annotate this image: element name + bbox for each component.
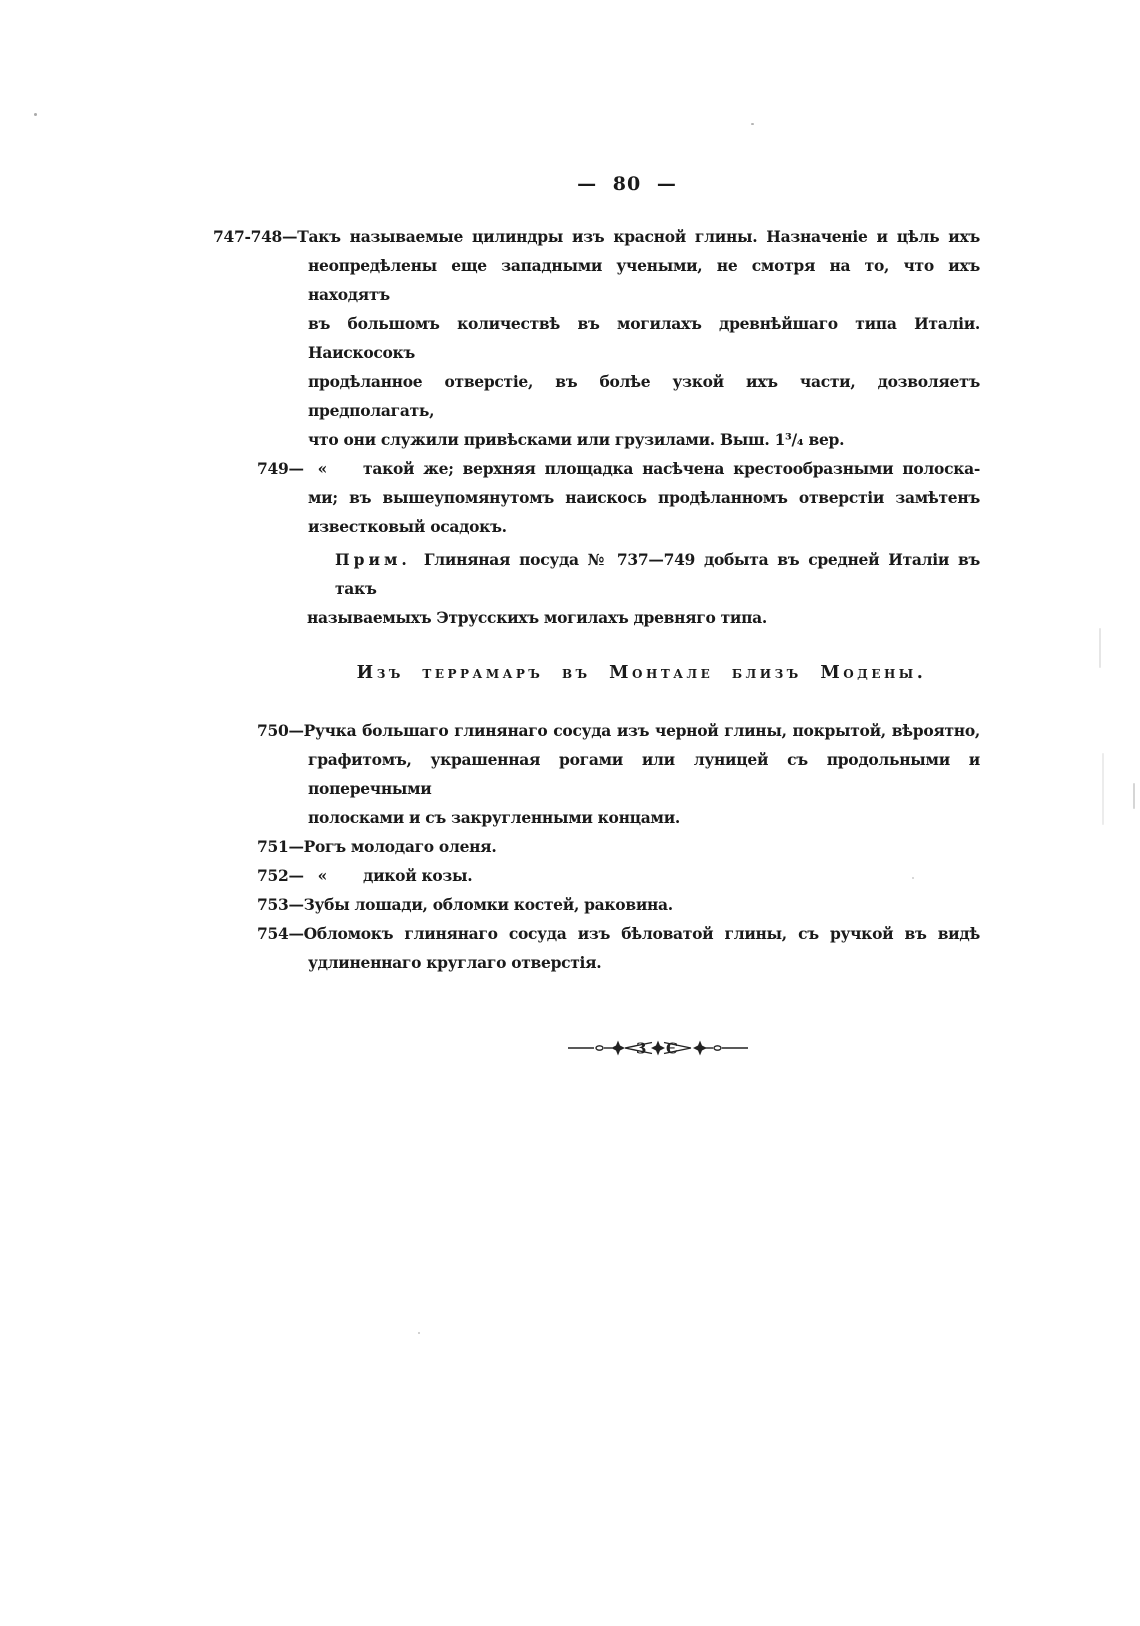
text-line (257, 890, 980, 919)
entry-text: Обломокъ глинянаго сосуда изъ бѣловатой глины, съ ручкой въ видѣ (303, 924, 980, 943)
entry-number: 747-748— (213, 227, 298, 246)
text-line: продѣланное отверстіе, въ болѣе узкой ихъ части, дозволяетъ предполагать, (308, 372, 980, 420)
text-line: неопредѣлены еще западными учеными, не смотря на то, что ихъ находятъ (308, 256, 980, 304)
note-text: Глиняная посуда № 737—749 добыта въ средней Италіи въ такъ (335, 550, 980, 598)
ditto-mark: « (317, 866, 328, 885)
entry-text: такой же; верхняя площадка насѣчена крестообразными полоска- (363, 459, 980, 478)
text-line (257, 832, 980, 861)
catalog-entry-750 (213, 716, 980, 832)
scan-speck (751, 123, 754, 125)
scan-speck (34, 113, 37, 116)
entry-number: 751— (257, 837, 304, 856)
text-line: известковый осадокъ. (308, 517, 507, 536)
text-line: что они служили привѣсками или грузилами. Выш. 1³/₄ вер. (308, 430, 845, 449)
catalog-entry-754 (213, 919, 980, 977)
text-line (213, 222, 980, 251)
text-line (257, 861, 980, 890)
entry-text: Ручка большаго глинянаго сосуда изъ черной глины, покрытой, вѣроятно, (303, 721, 980, 740)
note-paragraph (213, 545, 980, 632)
catalog-entry-749 (213, 454, 980, 541)
catalog-entry-747-748 (213, 222, 980, 454)
scan-speck (418, 1332, 420, 1334)
text-line: полосками и съ закругленными концами. (308, 808, 680, 827)
text-line (257, 454, 980, 483)
svg-text:Є: Є (666, 1039, 678, 1058)
entry-text: Такъ называемые цилиндры изъ красной глины. Назначеніе и цѣль ихъ (297, 227, 980, 246)
svg-text:3: 3 (636, 1039, 647, 1058)
page-number (0, 170, 1140, 199)
text-line: удлиненнаго круглаго отверстія. (308, 953, 602, 972)
entry-number: 750— (257, 721, 304, 740)
scan-bleed-mark (1099, 628, 1101, 668)
scan-bleed-mark (1102, 753, 1104, 825)
note-label: Прим. (335, 550, 411, 569)
catalog-entry-751 (213, 832, 980, 861)
entry-text: Рогъ молодаго оленя. (303, 837, 497, 856)
catalog-entry-753 (213, 890, 980, 919)
entry-text: Зубы лошади, обломки костей, раковина. (303, 895, 673, 914)
entry-text: дикой козы. (363, 866, 473, 885)
page-number-label: — 80 — (577, 173, 677, 195)
divider-ornament-icon (568, 1035, 748, 1061)
text-line (257, 919, 980, 948)
text-line: графитомъ, украшенная рогами или луницей съ продольными и поперечными (308, 750, 980, 798)
entry-number: 752— (257, 866, 304, 885)
text-line: ми; въ вышеупомянутомъ наискось продѣланномъ отверстіи замѣтенъ (308, 488, 980, 507)
entry-number: 749— (257, 459, 304, 478)
scan-bleed-mark (1133, 783, 1135, 809)
text-line: называемыхъ Этрусскихъ могилахъ древняго типа. (307, 608, 768, 627)
ditto-mark: « (317, 459, 328, 478)
catalog-entry-752 (213, 861, 980, 890)
section-heading: Изъ террамаръ въ Монтале близъ Модены. (356, 663, 927, 683)
entry-number: 754— (257, 924, 304, 943)
text-line (257, 716, 980, 745)
text-line: въ большомъ количествѣ въ могилахъ древнѣйшаго типа Италіи. Наискосокъ (308, 314, 980, 362)
scan-speck (912, 877, 914, 879)
text-line (335, 545, 980, 603)
entry-number: 753— (257, 895, 304, 914)
scan-speck (345, 906, 347, 908)
page-content (213, 222, 980, 977)
